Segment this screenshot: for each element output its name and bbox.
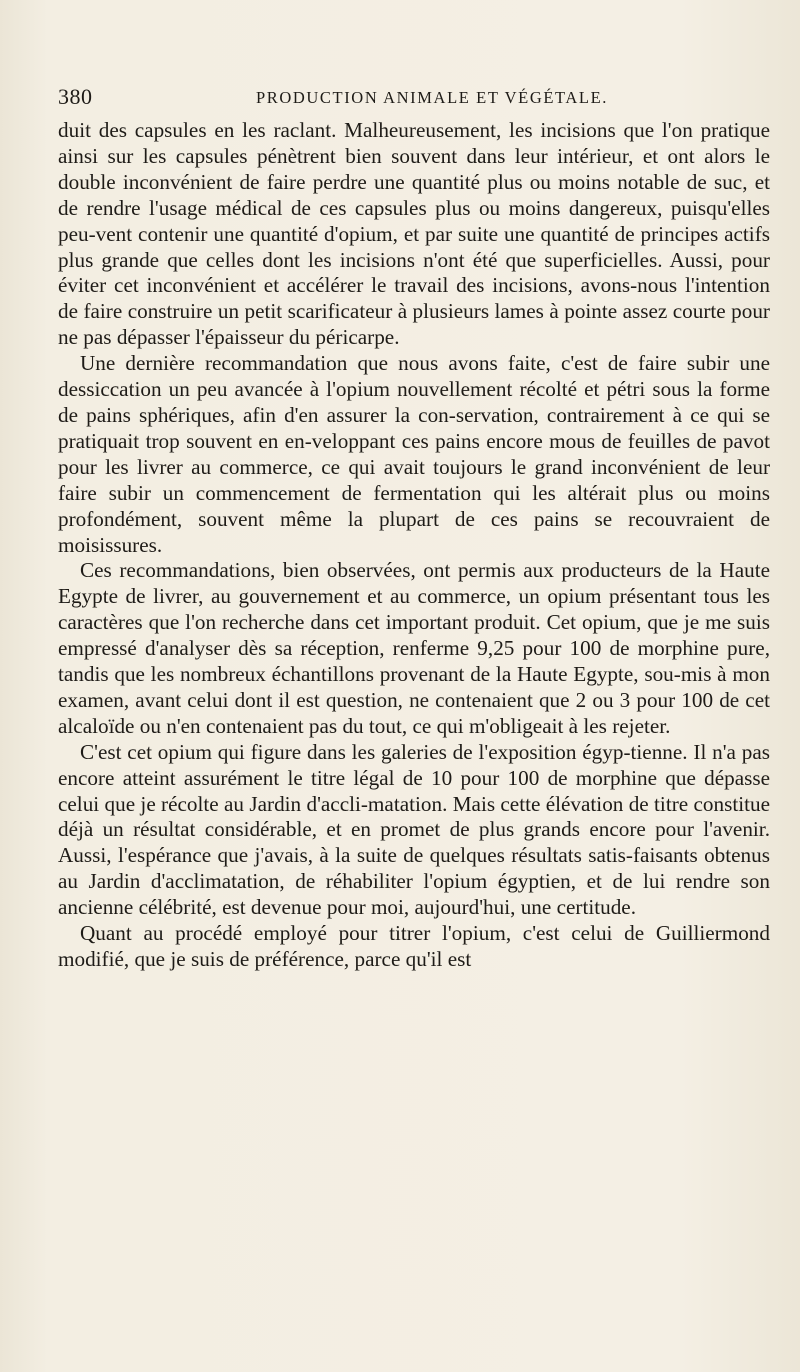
paragraph-results: Ces recommandations, bien observées, ont permis aux producteurs de la Haute Egypte de livrer, au gouvernement et au commerce, un opium présentant tous les caractères que l'on recherche dans cet important produit. Cet opium, que je me suis empressé d'analyser dès sa réception, renferme 9,25 pour 100 de morphine pure, tandis que les nombreux échantillons provenant de la Haute Egypte, sou-mis à mon examen, avant celui dont il est question, ne contenaient que 2 ou 3 pour 100 de cet alcaloïde ou n'en contenaient pas du tout, ce qui m'obligeait à les rejeter. (58, 558, 770, 738)
paragraph-procedure: Quant au procédé employé pour titrer l'opium, c'est celui de Guilliermond modifié, que je suis de préférence, parce qu'il est (58, 921, 770, 971)
page-number: 380 (58, 84, 93, 109)
paragraph-continuation: duit des capsules en les raclant. Malheureusement, les incisions que l'on pratique ainsi sur les capsules pénètrent bien souvent dans leur intérieur, et ont alors le double inconvénient de faire perdre une quantité plus ou moins notable de suc, et de rendre l'usage médical de ces capsules plus ou moins dangereux, puisqu'elles peu-vent contenir une quantité d'opium, et par suite une quantité de principes actifs plus grande que celles dont les incisions n'ont été que superficielles. Aussi, pour éviter cet inconvénient et accélérer le travail des incisions, avons-nous l'intention de faire construire un petit scarificateur à plusieurs lames à pointe assez courte pour ne pas dépasser l'épaisseur du péricarpe. (58, 118, 770, 350)
paragraph-exposition: C'est cet opium qui figure dans les galeries de l'exposition égyp-tienne. Il n'a pas encore atteint assurément le titre légal de 10 pour 100 de morphine que dépasse celui que je récolte au Jardin d'accli-matation. Mais cette élévation de titre constitue déjà un résultat considérable, et en promet de plus grands encore pour l'avenir. Aussi, l'espérance que j'avais, à la suite de quelques résultats satis-faisants obtenus au Jardin d'acclimatation, de réhabiliter l'opium égyptien, et de lui rendre son ancienne célébrité, est devenue pour moi, aujourd'hui, une certitude. (58, 739, 770, 920)
body-text (58, 118, 770, 973)
paragraph-recommendation: Une dernière recommandation que nous avons faite, c'est de faire subir une dessiccation un peu avancée à l'opium nouvellement récolté et pétri sous la forme de pains sphériques, afin d'en assurer la con-servation, contrairement à ce qui se pratiquait trop souvent en en-veloppant ces pains encore mous de feuilles de pavot pour les livrer au commerce, ce qui avait toujours le grand inconvénient de leur faire subir un commencement de fermentation qui les altérait plus ou moins profondément, souvent même la plupart de ces pains se recouvraient de moisissures. (58, 351, 770, 557)
running-head: PRODUCTION ANIMALE ET VÉGÉTALE. (256, 88, 608, 107)
page-header (58, 84, 764, 114)
